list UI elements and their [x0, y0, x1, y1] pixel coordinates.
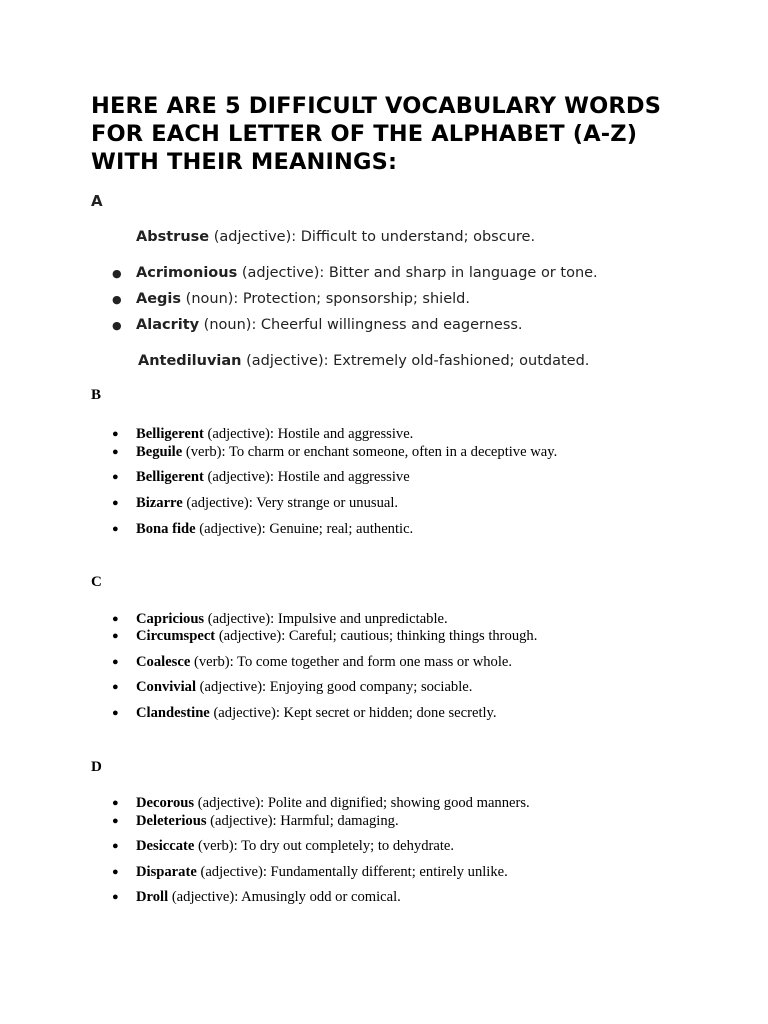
vocab-word: Belligerent [136, 426, 204, 442]
bullet-icon: ● [112, 446, 119, 458]
list-item [112, 837, 455, 855]
vocab-word: Aegis [136, 291, 182, 307]
vocab-definition: (adjective): Difficult to understand; obscure. [209, 229, 536, 245]
bullet-icon: ● [112, 497, 119, 509]
vocab-word: Abstruse [136, 229, 210, 245]
vocab-definition: (adjective): Polite and dignified; showing good manners. [194, 795, 530, 811]
vocab-definition: (adjective): Fundamentally different; entirely unlike. [196, 864, 508, 880]
list-item [112, 290, 470, 308]
document-title: HERE ARE 5 DIFFICULT VOCABULARY WORDS FOR EACH LETTER OF THE ALPHABET (A-Z) WITH THEIR MEANINGS: [91, 93, 662, 175]
bullet-icon: ● [112, 866, 119, 878]
vocab-word: Decorous [136, 795, 195, 811]
vocab-definition: (noun): Protection; sponsorship; shield. [181, 291, 470, 307]
bullet-icon: ● [112, 707, 119, 719]
vocab-word: Beguile [136, 444, 183, 460]
list-item [112, 264, 598, 282]
bullet-icon: ● [112, 471, 119, 483]
vocab-word: Bona fide [136, 521, 196, 537]
list-item [112, 316, 523, 334]
list-item [112, 468, 410, 486]
vocab-definition: (verb): To dry out completely; to dehydrate. [194, 838, 455, 854]
vocab-word: Acrimonious [136, 265, 238, 281]
list-item [138, 352, 589, 370]
bullet-icon: ● [112, 840, 119, 852]
vocab-definition: (adjective): Bitter and sharp in language or tone. [237, 265, 598, 281]
list-item [112, 443, 558, 461]
list-item [112, 520, 414, 538]
vocab-word: Capricious [136, 611, 205, 627]
bullet-icon: ● [112, 523, 119, 535]
vocab-word: Bizarre [136, 495, 183, 511]
vocab-definition: (adjective): Very strange or unusual. [182, 495, 399, 511]
vocab-word: Deleterious [136, 813, 207, 829]
vocab-definition: (noun): Cheerful willingness and eagerness. [199, 317, 523, 333]
bullet-icon: ● [112, 630, 119, 642]
bullet-icon: ● [112, 815, 119, 827]
vocab-definition: (verb): To come together and form one mass or whole. [190, 654, 513, 670]
list-item [112, 610, 448, 628]
section-heading-b: B [91, 387, 102, 403]
vocab-word: Circumspect [136, 628, 216, 644]
vocab-definition: (adjective): Kept secret or hidden; done secretly. [209, 705, 497, 721]
vocab-word: Coalesce [136, 654, 191, 670]
vocab-word: Antediluvian [138, 353, 242, 369]
vocab-definition: (adjective): Hostile and aggressive [203, 469, 410, 485]
list-item [112, 888, 401, 906]
section-heading-a: A [91, 192, 103, 210]
vocab-definition: (adjective): Impulsive and unpredictable. [204, 611, 448, 627]
list-item [112, 704, 497, 722]
bullet-icon: ● [112, 797, 119, 809]
vocab-definition: (adjective): Hostile and aggressive. [203, 426, 414, 442]
vocab-word: Alacrity [136, 317, 200, 333]
vocab-definition: (adjective): Amusingly odd or comical. [168, 889, 401, 905]
section-heading-d: D [91, 759, 102, 775]
vocab-word: Desiccate [136, 838, 195, 854]
bullet-icon: ● [112, 891, 119, 903]
list-item [112, 627, 538, 645]
vocab-definition: (adjective): Harmful; damaging. [206, 813, 399, 829]
list-item [112, 812, 399, 830]
vocab-definition: (verb): To charm or enchant someone, often in a deceptive way. [182, 444, 558, 460]
vocab-word: Convivial [136, 679, 197, 695]
list-item [112, 863, 508, 881]
vocab-definition: (adjective): Genuine; real; authentic. [195, 521, 414, 537]
bullet-icon: ● [112, 319, 122, 332]
vocab-word: Droll [136, 889, 169, 905]
list-item [112, 794, 530, 812]
list-item [112, 494, 399, 512]
list-item [112, 653, 513, 671]
vocab-word: Clandestine [136, 705, 210, 721]
bullet-icon: ● [112, 681, 119, 693]
bullet-icon: ● [112, 613, 119, 625]
bullet-icon: ● [112, 267, 122, 280]
vocab-word: Disparate [136, 864, 197, 880]
vocab-definition: (adjective): Enjoying good company; sociable. [196, 679, 473, 695]
list-item [112, 425, 414, 443]
vocab-definition: (adjective): Extremely old-fashioned; outdated. [241, 353, 590, 369]
section-heading-c: C [91, 574, 102, 590]
list-item [112, 678, 473, 696]
list-item [136, 228, 535, 246]
bullet-icon: ● [112, 656, 119, 668]
bullet-icon: ● [112, 293, 122, 306]
vocab-definition: (adjective): Careful; cautious; thinking things through. [215, 628, 538, 644]
vocab-word: Belligerent [136, 469, 204, 485]
bullet-icon: ● [112, 428, 119, 440]
